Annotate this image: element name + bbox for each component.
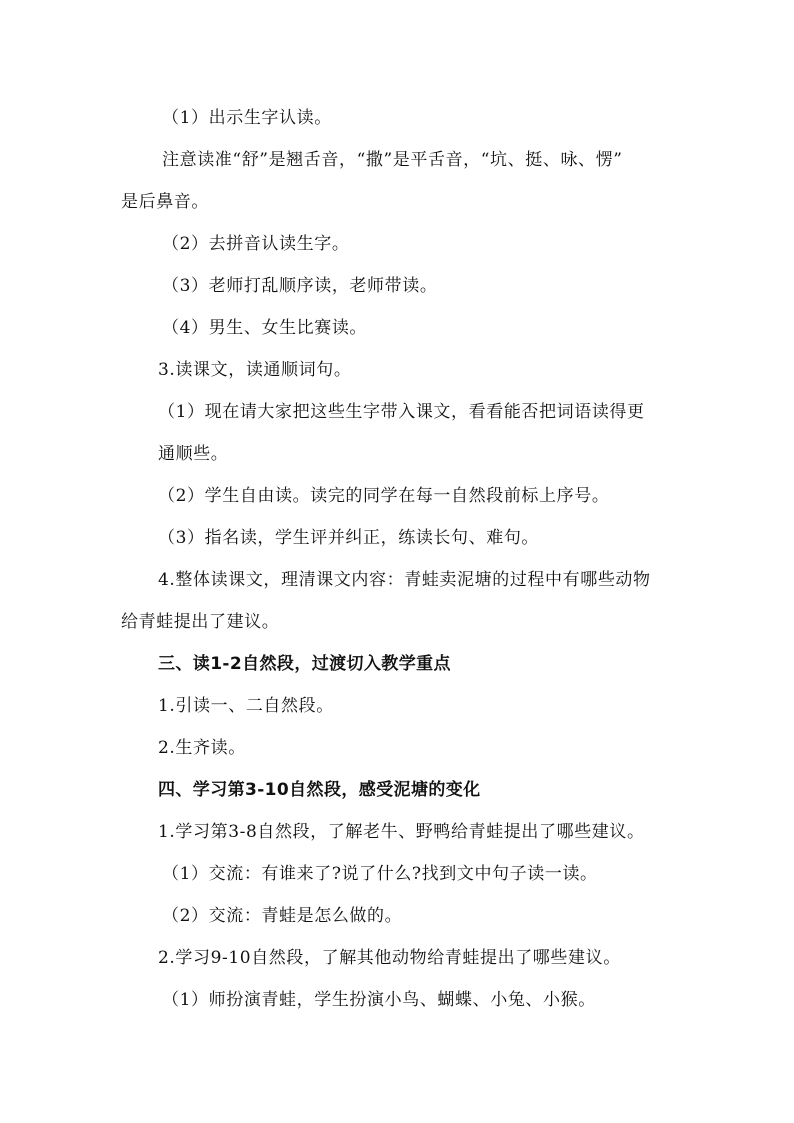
text-line-8: （1）现在请大家把这些生字带入课文，看看能否把词语读得更 <box>158 402 645 422</box>
text-line-21: 2.学习9-10自然段，了解其他动物给青蛙提出了哪些建议。 <box>158 948 621 968</box>
section-heading-4: 四、学习第3-10自然段，感受泥塘的变化 <box>158 780 481 800</box>
text-line-3: 是后鼻音。 <box>121 192 209 212</box>
text-line-1: （1）出示生字认读。 <box>162 108 332 128</box>
text-line-4: （2）去拼音认读生字。 <box>162 234 350 254</box>
text-line-18: 1.学习第3-8自然段，了解老牛、野鸭给青蛙提出了哪些建议。 <box>158 822 645 842</box>
text-line-10: （2）学生自由读。读完的同学在每一自然段前标上序号。 <box>158 486 610 506</box>
section-heading-3: 三、读1-2自然段，过渡切入教学重点 <box>158 654 451 674</box>
text-line-20: （2）交流：青蛙是怎么做的。 <box>162 906 403 926</box>
text-line-16: 2.生齐读。 <box>158 738 246 758</box>
text-line-15: 1.引读一、二自然段。 <box>158 696 334 716</box>
text-line-11: （3）指名读，学生评并纠正，练读长句、难句。 <box>158 528 540 548</box>
text-line-5: （3）老师打乱顺序读，老师带读。 <box>162 276 438 296</box>
text-line-6: （4）男生、女生比赛读。 <box>162 318 368 338</box>
text-line-22: （1）师扮演青蛙，学生扮演小鸟、蝴蝶、小兔、小猴。 <box>162 990 596 1010</box>
text-line-13: 给青蛙提出了建议。 <box>121 612 280 632</box>
text-line-2: 注意读准“舒”是翘舌音，“撒”是平舌音，“坑、挺、咏、愣” <box>162 150 623 170</box>
text-line-19: （1）交流：有谁来了?说了什么?找到文中句子读一读。 <box>162 864 598 884</box>
text-line-9: 通顺些。 <box>158 444 229 464</box>
text-line-12: 4.整体读课文，理清课文内容：青蛙卖泥塘的过程中有哪些动物 <box>158 570 651 590</box>
text-line-7: 3.读课文，读通顺词句。 <box>158 360 352 380</box>
